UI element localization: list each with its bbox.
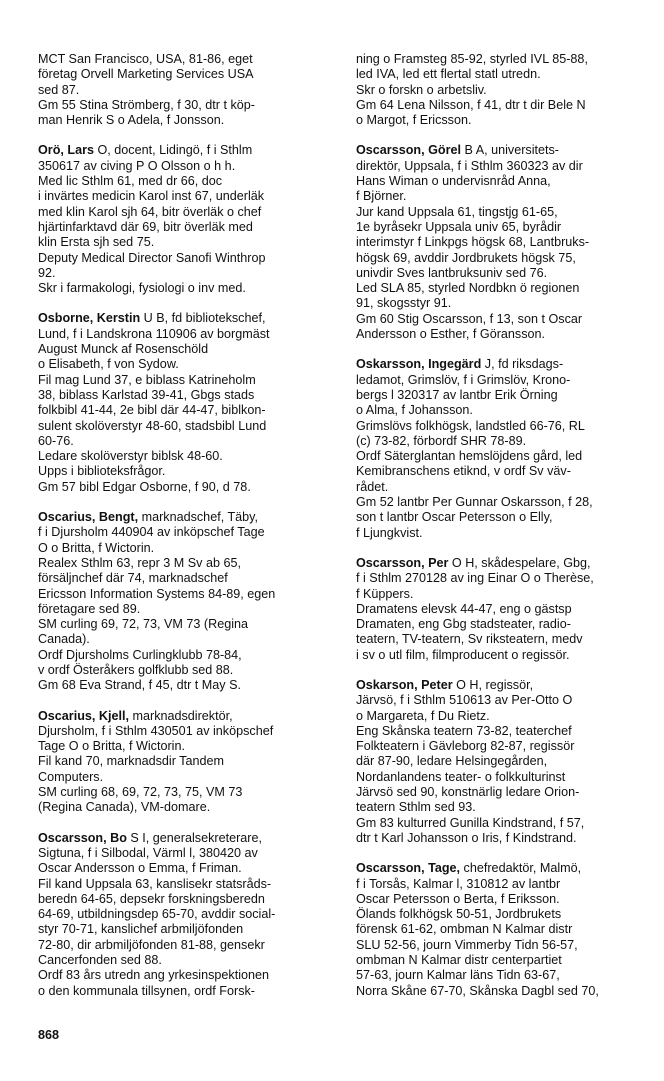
entry-text: son t lantbr Oscar Petersson o Elly,	[356, 510, 553, 525]
entry-line	[356, 403, 646, 418]
entry-text: Kemibranschens etiknd, v ordf Sv väv-	[356, 464, 571, 479]
entry-line	[356, 785, 646, 800]
entry-text: Grimslövs folkhögsk, landstled 66-76, RL	[356, 418, 585, 433]
entry-line	[38, 342, 328, 357]
entry-line	[38, 846, 328, 861]
entry-text: J, fd riksdags-	[481, 357, 564, 372]
entry-text: Järvsö, f i Sthlm 510613 av Per-Otto O	[356, 693, 573, 708]
entry-name: Oscarsson, Tage,	[356, 861, 461, 876]
entry-text: U B, fd bibliotekschef,	[140, 311, 266, 326]
entry-line	[356, 709, 646, 724]
entry-line	[38, 602, 328, 617]
entry-line	[38, 678, 328, 693]
entry-text: 38, biblass Karlstad 39-41, Gbgs stads	[38, 387, 255, 402]
entry-line	[38, 541, 328, 556]
entry-line	[356, 98, 646, 113]
entry-line	[38, 388, 328, 403]
entry-text: o den kommunala tillsynen, ordf Forsk-	[38, 983, 255, 998]
entry-text: Eng Skånska teatern 73-82, teaterchef	[356, 723, 572, 738]
biography-entry	[38, 831, 328, 999]
entry-name: Oscarius, Bengt,	[38, 510, 139, 525]
entry-text: Gm 55 Stina Strömberg, f 30, dtr t köp-	[38, 97, 255, 112]
entry-text: O H, skådespelare, Gbg,	[448, 555, 591, 570]
entry-text: f i Djursholm 440904 av inköpschef Tage	[38, 525, 265, 540]
entry-text: f Björner.	[356, 189, 407, 204]
entry-text: f Küppers.	[356, 586, 414, 601]
entry-line	[356, 678, 646, 693]
entry-line	[356, 281, 646, 296]
entry-text: Ordf Djursholms Curlingklubb 78-84,	[38, 647, 242, 662]
entry-line	[356, 984, 646, 999]
entry-text: Med lic Sthlm 61, med dr 66, doc	[38, 174, 223, 189]
entry-text: Led SLA 85, styrled Nordbkn ö regionen	[356, 281, 580, 296]
entry-line	[356, 67, 646, 82]
entry-text: Cancerfonden sed 88.	[38, 953, 162, 968]
entry-line	[356, 189, 646, 204]
entry-text: f i Torsås, Kalmar l, 310812 av lantbr	[356, 876, 561, 891]
entry-text: Canada).	[38, 632, 90, 647]
entry-text: O H, regissör,	[452, 677, 534, 692]
entry-line	[356, 357, 646, 372]
entry-line	[38, 800, 328, 815]
entry-text: Andersson o Esther, f Göransson.	[356, 327, 546, 342]
entry-line	[38, 159, 328, 174]
entry-name: Oskarson, Peter	[356, 677, 453, 692]
entry-text: där 87-90, ledare Helsingegården,	[356, 754, 548, 769]
entry-text: teatern Sthlm sed 93.	[356, 800, 476, 815]
entry-text: med klin Karol sjh 64, bitr överläk o chef	[38, 204, 262, 219]
entry-text: Folkteatern i Gävleborg 82-87, regissör	[356, 739, 575, 754]
entry-text: ombman N Kalmar distr centerpartiet	[356, 953, 562, 968]
entry-line	[356, 754, 646, 769]
entry-line	[38, 281, 328, 296]
entry-line	[38, 724, 328, 739]
entry-line	[38, 113, 328, 128]
biography-entry	[356, 678, 646, 846]
entry-text: led IVA, led ett flertal statl utredn.	[356, 67, 541, 82]
entry-name: Oscarsson, Görel	[356, 143, 461, 158]
entry-line	[38, 877, 328, 892]
entry-text: företagare sed 89.	[38, 601, 141, 616]
entry-text: 64-69, utbildningsdep 65-70, avddir social-	[38, 907, 276, 922]
entry-text: Fil kand 70, marknadsdir Tandem	[38, 754, 224, 769]
entry-line	[356, 632, 646, 647]
entry-line	[38, 571, 328, 586]
biography-entry	[38, 311, 328, 495]
biography-entry	[356, 357, 646, 541]
page-number: 868	[38, 1028, 60, 1042]
entry-line	[356, 296, 646, 311]
entry-text: univdir Sves lantbruksuniv sed 76.	[356, 265, 548, 280]
entry-name: Oscarius, Kjell,	[38, 708, 129, 723]
entry-line	[38, 143, 328, 158]
entry-line	[356, 648, 646, 663]
entry-text: B A, universitets-	[461, 143, 559, 158]
entry-line	[38, 525, 328, 540]
entry-text: Fil kand Uppsala 63, kanslisekr statsråds-	[38, 876, 272, 891]
entry-line	[38, 449, 328, 464]
entry-line	[356, 617, 646, 632]
entry-text: SM curling 68, 69, 72, 73, 75, VM 73	[38, 785, 243, 800]
entry-text: o Alma, f Johansson.	[356, 403, 473, 418]
entry-text: Ledare skolöverstyr biblsk 48-60.	[38, 449, 223, 464]
entry-text: interimstyr f Linkpgs högsk 68, Lantbruks-	[356, 235, 590, 250]
entry-text: o Margareta, f Du Rietz.	[356, 708, 490, 723]
entry-line	[356, 52, 646, 67]
entry-line	[356, 312, 646, 327]
entry-line	[38, 311, 328, 326]
entry-line	[38, 67, 328, 82]
entry-line	[38, 220, 328, 235]
entry-text: Deputy Medical Director Sanofi Winthrop	[38, 250, 266, 265]
entry-line	[38, 205, 328, 220]
entry-text: hjärtinfarktavd där 69, bitr överläk med	[38, 219, 253, 234]
entry-text: v ordf Österåkers golfklubb sed 88.	[38, 662, 234, 677]
entry-text: klin Ersta sjh sed 75.	[38, 235, 155, 250]
entry-line	[38, 373, 328, 388]
entry-line	[38, 938, 328, 953]
entry-line	[356, 495, 646, 510]
entry-text: försäljnchef där 74, marknadschef	[38, 571, 228, 586]
entry-text: Gm 52 lantbr Per Gunnar Oskarsson, f 28,	[356, 495, 593, 510]
entry-line	[356, 526, 646, 541]
entry-line	[356, 388, 646, 403]
entry-text: Dramatens elevsk 44-47, eng o gästsp	[356, 601, 572, 616]
entry-line	[38, 189, 328, 204]
entry-line	[38, 892, 328, 907]
entry-text: O o Britta, f Wictorin.	[38, 540, 155, 555]
entry-text: i sv o utl film, filmproducent o regissör.	[356, 647, 570, 662]
entry-text: f i Sthlm 270128 av ing Einar O o Therèse,	[356, 571, 594, 586]
entry-text: Gm 57 bibl Edgar Osborne, f 90, d 78.	[38, 479, 251, 494]
entry-text: 60-76.	[38, 433, 74, 448]
entry-line	[356, 113, 646, 128]
entry-line	[356, 739, 646, 754]
entry-text: Tage O o Britta, f Wictorin.	[38, 739, 185, 754]
entry-text: (Regina Canada), VM-domare.	[38, 800, 211, 815]
entry-text: o Elisabeth, f von Sydow.	[38, 357, 179, 372]
entry-line	[356, 724, 646, 739]
entry-name: Oscarsson, Bo	[38, 830, 127, 845]
entry-text: chefredaktör, Malmö,	[460, 861, 582, 876]
entry-line	[356, 602, 646, 617]
entry-line	[356, 816, 646, 831]
entry-text: ledamot, Grimslöv, f i Grimslöv, Krono-	[356, 372, 571, 387]
entry-text: SLU 52-56, journ Vimmerby Tidn 56-57,	[356, 937, 578, 952]
entry-text: Nordanlandens teater- o folkkulturinst	[356, 769, 566, 784]
entry-text: 91, skogsstyr 91.	[356, 296, 452, 311]
entry-line	[356, 922, 646, 937]
entry-line	[356, 251, 646, 266]
entry-line	[356, 861, 646, 876]
entry-line	[356, 770, 646, 785]
entry-line	[356, 480, 646, 495]
entry-name: Oskarsson, Ingegärd	[356, 357, 482, 372]
entry-line	[356, 419, 646, 434]
entry-text: Upps i biblioteksfrågor.	[38, 464, 166, 479]
entry-text: ning o Framsteg 85-92, styrled IVL 85-88,	[356, 52, 588, 66]
entry-text: o Margot, f Ericsson.	[356, 113, 472, 128]
entry-line	[356, 220, 646, 235]
entry-line	[38, 663, 328, 678]
entry-text: Djursholm, f i Sthlm 430501 av inköpschef	[38, 723, 274, 738]
entry-text: SM curling 69, 72, 73, VM 73 (Regina	[38, 617, 249, 632]
entry-text: Gm 60 Stig Oscarsson, f 13, son t Oscar	[356, 311, 583, 326]
biography-entry	[356, 556, 646, 663]
entry-line	[38, 464, 328, 479]
entry-text: 350617 av civing P O Olsson o h h.	[38, 158, 236, 173]
entry-name: Osborne, Kerstin	[38, 311, 141, 326]
biography-entry	[38, 143, 328, 296]
biography-entry	[38, 52, 328, 128]
entry-text: Lund, f i Landskrona 110906 av borgmäst	[38, 326, 270, 341]
entry-line	[38, 266, 328, 281]
entry-line	[38, 709, 328, 724]
entry-line	[356, 953, 646, 968]
entry-line	[38, 52, 328, 67]
entry-line	[38, 831, 328, 846]
entry-text: S I, generalsekreterare,	[126, 830, 262, 845]
entry-text: förensk 61-62, ombman N Kalmar distr	[356, 922, 573, 937]
entry-line	[38, 739, 328, 754]
entry-name: Oscarsson, Per	[356, 555, 449, 570]
entry-text: f Ljungkvist.	[356, 525, 423, 540]
entry-line	[356, 968, 646, 983]
entry-line	[356, 693, 646, 708]
entry-text: Dramaten, eng Gbg stadsteater, radio-	[356, 617, 571, 632]
entry-text: företag Orvell Marketing Services USA	[38, 67, 254, 82]
entry-line	[38, 235, 328, 250]
entry-text: August Munck af Rosenschöld	[38, 342, 209, 357]
entry-line	[38, 251, 328, 266]
entry-text: man Henrik S o Adela, f Jonsson.	[38, 113, 225, 128]
entry-text: Järvsö sed 90, konstnärlig ledare Orion-	[356, 785, 580, 800]
right-column	[356, 52, 646, 1014]
entry-line	[356, 800, 646, 815]
entry-text: MCT San Francisco, USA, 81-86, eget	[38, 52, 253, 66]
entry-text: sed 87.	[38, 82, 80, 97]
entry-name: Orö, Lars	[38, 143, 94, 158]
entry-line	[38, 434, 328, 449]
entry-text: sulent skolöverstyr 48-60, stadsbibl Lund	[38, 418, 267, 433]
entry-line	[356, 266, 646, 281]
entry-text: Skr i farmakologi, fysiologi o inv med.	[38, 281, 246, 296]
entry-line	[356, 83, 646, 98]
entry-text: 57-63, journ Kalmar läns Tidn 63-67,	[356, 968, 560, 983]
entry-text: direktör, Uppsala, f i Sthlm 360323 av dir	[356, 158, 583, 173]
entry-line	[38, 922, 328, 937]
entry-line	[356, 892, 646, 907]
biography-entry	[356, 143, 646, 342]
entry-line	[356, 159, 646, 174]
entry-text: Skr o forskn o arbetsliv.	[356, 82, 487, 97]
entry-text: (c) 73-82, förbordf SHR 78-89.	[356, 433, 527, 448]
entry-text: folkbibl 41-44, 2e bibl där 44-47, biblkon-	[38, 403, 266, 418]
entry-line	[38, 754, 328, 769]
entry-text: Oscar Petersson o Berta, f Eriksson.	[356, 891, 560, 906]
entry-line	[356, 449, 646, 464]
biography-entry	[38, 510, 328, 694]
entry-line	[356, 143, 646, 158]
biography-entry	[356, 861, 646, 999]
entry-line	[38, 861, 328, 876]
entry-text: rådet.	[356, 479, 389, 494]
entry-text: Gm 68 Eva Strand, f 45, dtr t May S.	[38, 678, 241, 693]
entry-line	[356, 907, 646, 922]
entry-line	[356, 571, 646, 586]
entry-line	[38, 480, 328, 495]
entry-line	[356, 235, 646, 250]
entry-line	[356, 327, 646, 342]
entry-text: Norra Skåne 67-70, Skånska Dagbl sed 70,	[356, 983, 599, 998]
entry-text: 1e byråsekr Uppsala univ 65, byrådir	[356, 219, 562, 234]
entry-line	[356, 464, 646, 479]
entry-line	[38, 556, 328, 571]
entry-line	[38, 632, 328, 647]
left-column	[38, 52, 328, 1014]
entry-text: Hans Wiman o undervisnråd Anna,	[356, 174, 551, 189]
entry-line	[356, 938, 646, 953]
entry-text: dtr t Karl Johansson o Iris, f Kindstrand.	[356, 830, 577, 845]
entry-text: marknadsdirektör,	[129, 708, 233, 723]
entry-line	[38, 403, 328, 418]
entry-line	[356, 877, 646, 892]
entry-text: bergs l 320317 av lantbr Erik Örning	[356, 387, 558, 402]
entry-line	[38, 984, 328, 999]
entry-line	[38, 968, 328, 983]
entry-text: Oscar Andersson o Emma, f Friman.	[38, 861, 242, 876]
entry-text: Gm 83 kulturred Gunilla Kindstrand, f 57,	[356, 815, 585, 830]
biography-entry	[356, 52, 646, 128]
entry-line	[38, 907, 328, 922]
entry-line	[356, 373, 646, 388]
entry-text: styr 70-71, kanslichef arbmiljöfonden	[38, 922, 244, 937]
entry-line	[38, 770, 328, 785]
entry-line	[38, 83, 328, 98]
entry-text: O, docent, Lidingö, f i Sthlm	[94, 143, 253, 158]
entry-line	[38, 510, 328, 525]
entry-text: 72-80, dir arbmiljöfonden 81-88, gensekr	[38, 937, 265, 952]
entry-text: högsk 69, avddir Jordbrukets högsk 75,	[356, 250, 576, 265]
entry-line	[356, 556, 646, 571]
entry-text: teatern, TV-teatern, Sv riksteatern, medv	[356, 632, 583, 647]
entry-line	[38, 648, 328, 663]
entry-line	[38, 587, 328, 602]
entry-text: Computers.	[38, 769, 104, 784]
entry-line	[356, 174, 646, 189]
entry-text: Jur kand Uppsala 61, tingstjg 61-65,	[356, 204, 558, 219]
entry-text: beredn 64-65, depsekr forskningsberedn	[38, 891, 265, 906]
entry-text: Ordf Säterglantan hemslöjdens gård, led	[356, 449, 583, 464]
entry-text: marknadschef, Täby,	[138, 510, 259, 525]
entry-line	[38, 785, 328, 800]
entry-text: Ölands folkhögsk 50-51, Jordbrukets	[356, 907, 562, 922]
entry-line	[356, 587, 646, 602]
entry-text: Sigtuna, f i Silbodal, Värml l, 380420 av	[38, 845, 258, 860]
entry-line	[38, 617, 328, 632]
entry-text: Gm 64 Lena Nilsson, f 41, dtr t dir Bele N	[356, 97, 586, 112]
entry-line	[38, 174, 328, 189]
entry-line	[38, 953, 328, 968]
entry-line	[356, 205, 646, 220]
biography-entry	[38, 709, 328, 816]
entry-line	[38, 419, 328, 434]
entry-text: Ordf 83 års utredn ang yrkesinspektionen	[38, 968, 270, 983]
entry-line	[356, 831, 646, 846]
entry-line	[38, 98, 328, 113]
entry-text: Realex Sthlm 63, repr 3 M Sv ab 65,	[38, 555, 241, 570]
entry-text: 92.	[38, 265, 56, 280]
entry-line	[356, 434, 646, 449]
entry-line	[38, 357, 328, 372]
entry-text: Fil mag Lund 37, e biblass Katrineholm	[38, 372, 256, 387]
entry-text: i invärtes medicin Karol inst 67, underläk	[38, 189, 265, 204]
entry-text: Ericsson Information Systems 84-89, egen	[38, 586, 276, 601]
entry-line	[356, 510, 646, 525]
entry-line	[38, 327, 328, 342]
